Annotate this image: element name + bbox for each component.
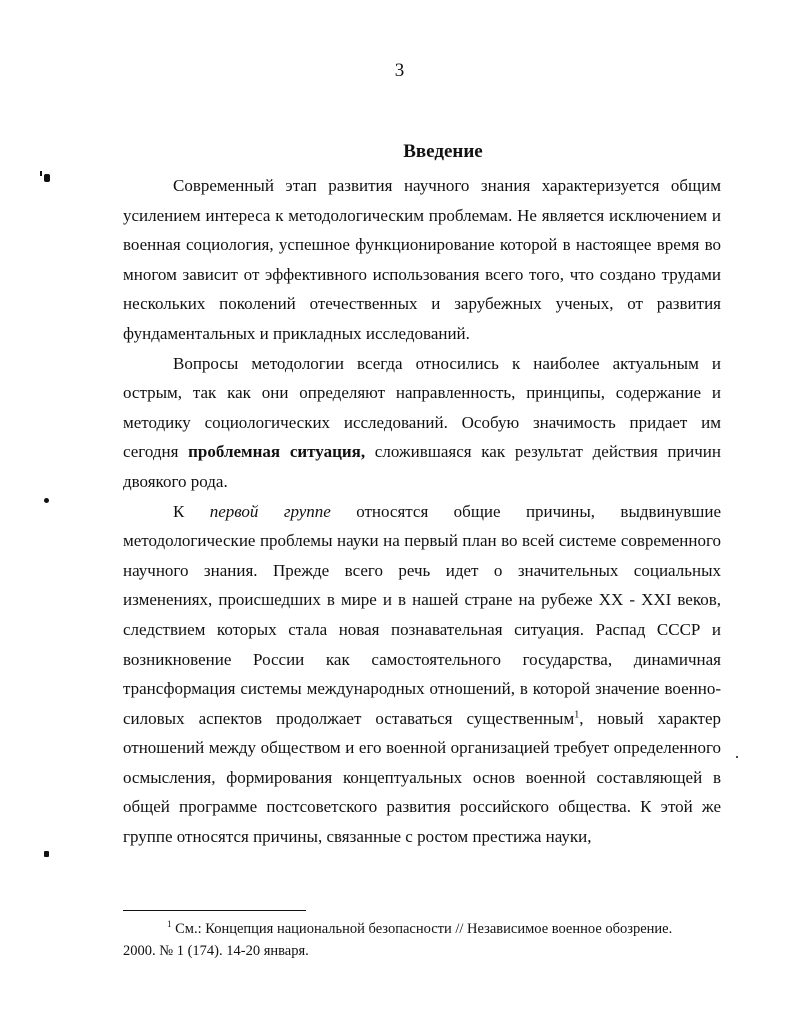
footnote (123, 918, 721, 962)
scan-speck-mark (40, 171, 42, 176)
section-heading: Введение (403, 141, 483, 162)
paragraph-3-text-end: , новый характер отношений между обществом и его военной организацией требует определенного осмысления, формирования концептуальных основ военной составляющей в общей программе постсоветского развития российского общества. К этой же группе относятся причины, связанные с ростом престижа науки, (123, 708, 721, 847)
scan-speck-mark (736, 756, 738, 758)
body-text (123, 171, 721, 852)
scan-speck-mark (44, 498, 49, 503)
footnote-divider (123, 910, 306, 911)
paragraph-2-text-start: Вопросы методологии всегда относились к наиболее актуальным и острым, так как они определяют направленность, принципы, содержание и методику социологических исследований. Особую значимость придает им сегодня (123, 353, 721, 462)
footnote-text-1: См.: Концепция национальной безопасности // Независимое военное обозрение. (171, 921, 673, 937)
paragraph-3 (123, 497, 721, 852)
paragraph-2-text-end: сложившаяся как результат действия причин двоякого рода. (123, 442, 721, 491)
footnote-line-2: 2000. № 1 (174). 14-20 января. (123, 943, 309, 959)
footnote-line-1 (123, 918, 721, 940)
paragraph-1: Современный этап развития научного знания характеризуется общим усилением интереса к методологическим проблемам. Не является исключением и военная социология, успешное функционирование которой в настоящее время во многом зависит от эффективного использования всего того, что создано трудами нескольких поколений отечественных и зарубежных ученых, от развития фундаментальных и прикладных исследований. (123, 176, 721, 343)
first-group-italic: первой группе (209, 501, 331, 521)
scan-speck-mark (44, 174, 50, 182)
problem-situation-bold: проблемная ситуация, (188, 442, 366, 462)
paragraph-3-text-start: К (173, 501, 210, 521)
footnote-reference: 1 (574, 709, 580, 721)
paragraph-2 (123, 349, 721, 497)
paragraph-3-text-middle: относятся общие причины, выдвинувшие методологические проблемы науки на первый план во всей системе современного научного знания. Прежде всего речь идет о значительных социальных изменениях, происшедших в мире и в нашей стране на рубеже XX - XXI веков, следствием которых стала новая познавательная ситуация. Распад СССР и возникновение России как самостоятельного государства, динамичная трансформация системы международных отношений, в которой значение военно-силовых аспектов продолжает оставаться существенным (123, 501, 722, 728)
scan-speck-mark (44, 851, 49, 857)
page-number: 3 (394, 60, 405, 81)
footnote-marker: 1 (167, 919, 172, 930)
